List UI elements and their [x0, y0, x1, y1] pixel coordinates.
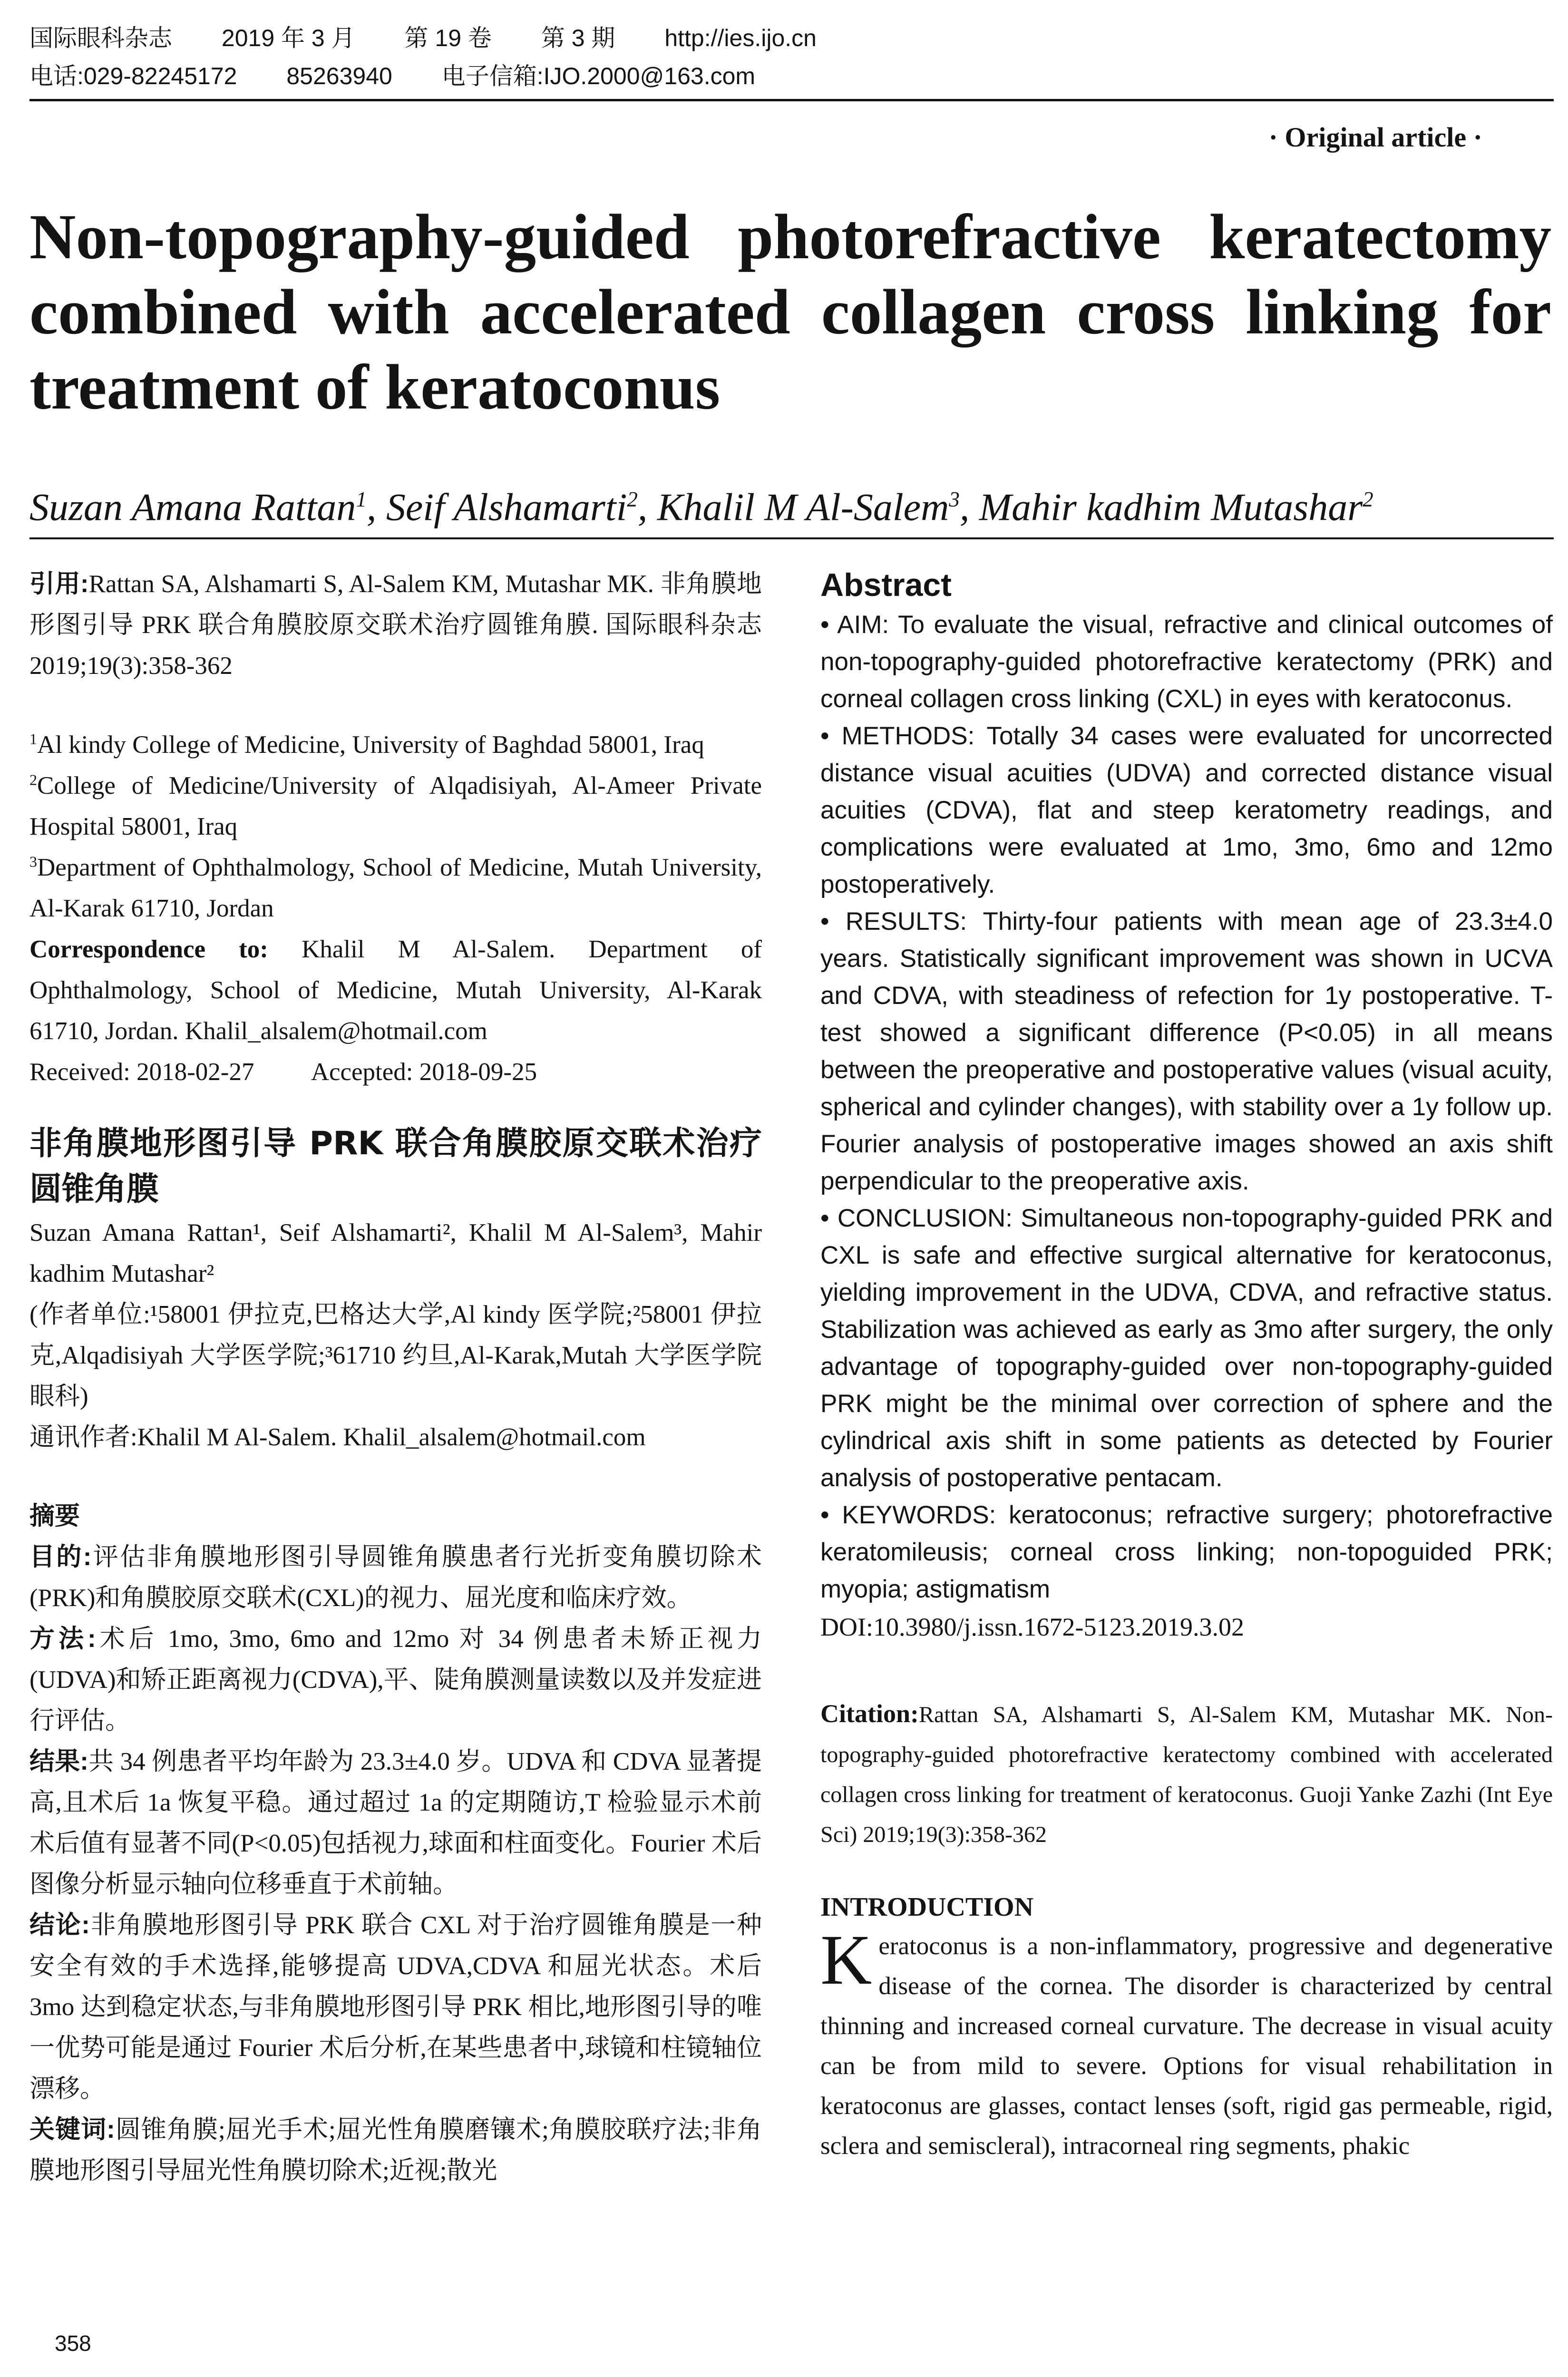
affiliation-2 [29, 765, 762, 847]
journal-url[interactable]: http://ies.ijo.cn [664, 25, 817, 51]
journal-email[interactable]: 电子信箱:IJO.2000@163.com [441, 63, 756, 89]
citation-block [820, 1694, 1553, 1855]
abstract-keywords-label: • KEYWORDS: [820, 1501, 996, 1529]
right-column [820, 564, 1553, 2166]
abstract-keywords-text: keratoconus; refractive surgery; photorefractive keratomileusis; corneal cross linking; non-topoguided PRK; myopia; astigmatism [820, 1501, 1553, 1603]
abstract-methods [820, 718, 1553, 903]
abstract-heading: Abstract [820, 567, 952, 603]
chinese-results [29, 1741, 762, 1905]
chinese-conclusion-text: 非角膜地形图引导 PRK 联合 CXL 对于治疗圆锥角膜是一种安全有效的手术选择,能够提高 UDVA,CDVA 和屈光状态。术后 3mo 达到稳定状态,与非角膜地形图引导 PRK 相比,地形图引导的唯一优势可能是通过 Fourier 术后分析,在某些患者中,球镜和柱镜轴位漂移。 [29, 1911, 762, 2103]
author-3: Khalil M Al-Salem [657, 485, 949, 529]
correspondence-label: Correspondence to: [29, 935, 268, 963]
chinese-title: 非角膜地形图引导 PRK 联合角膜胶原交联术治疗圆锥角膜 [29, 1125, 762, 1208]
doi[interactable]: DOI:10.3980/j.issn.1672-5123.2019.3.02 [820, 1613, 1244, 1641]
author-list: Suzan Amana Rattan$^1$, Seif Alshamarti$^2$, Khalil M Al-Salem$^3$, Mahir kadhim Mutashar$^2$ [29, 485, 1373, 529]
affiliation-2-num: 2 [29, 771, 37, 789]
chinese-methods-label: 方法: [29, 1625, 96, 1653]
chinese-conclusion-label: 结论: [29, 1911, 90, 1939]
author-3-affil: 3 [949, 487, 960, 511]
authors-rule [29, 537, 1554, 539]
affiliation-1-text: Al kindy College of Medicine, University of Baghdad 58001, Iraq [37, 731, 704, 759]
accepted-date: Accepted: 2018-09-25 [311, 1058, 537, 1086]
chinese-units: (作者单位:¹58001 伊拉克,巴格达大学,Al kindy 医学院;²58001 伊拉克,Alqadisiyah 大学医学院;³61710 约旦,Al-Karak,Mutah 大学医学院眼科) [29, 1301, 762, 1410]
abstract-results [820, 903, 1553, 1200]
drop-cap: K [820, 1920, 872, 1999]
section-label: · Original article · [1268, 122, 1482, 153]
citation-text: Rattan SA, Alshamarti S, Al-Salem KM, Mutashar MK. Non-topography-guided photorefractive keratectomy combined with accelerated collagen cross linking for treatment of keratoconus. Guoji Yanke Zazhi (Int Eye Sci) 2019;19(3):358-362 [820, 1702, 1553, 1847]
correspondence-text: Khalil M Al-Salem. Department of Ophthalmology, School of Medicine, Mutah University, Al-Karak 61710, Jordan. Khalil_alsalem@hotmail.com [29, 935, 762, 1045]
affiliation-1 [29, 724, 762, 765]
chinese-aim-label: 目的: [29, 1543, 92, 1571]
abstract-methods-text: Totally 34 cases were evaluated for uncorrected distance visual acuities (UDVA) and corrected distance visual acuities (CDVA), flat and steep keratometry readings, and complications were evaluated at 1mo, 3mo, 6mo and 12mo postoperatively. [820, 722, 1553, 898]
chinese-methods [29, 1618, 762, 1741]
affiliation-3-num: 3 [29, 853, 37, 870]
abstract-results-text: Thirty-four patients with mean age of 23.3±4.0 years. Statistically significant improvement was shown in UCVA and CDVA, with steadiness of refection for 1y postoperative. T-test showed a significant difference (P<0.05) in all means between the preoperative and postoperative values (visual acuity, spherical and cylinder changes), with stability over a 1y follow up. Fourier analysis of postoperative images showed an axis shift perpendicular to the preoperative axis. [820, 907, 1553, 1195]
correspondence [29, 929, 762, 1052]
title-line-3: treatment of keratoconus [29, 352, 721, 423]
chinese-aim-text: 评估非角膜地形图引导圆锥角膜患者行光折变角膜切除术(PRK)和角膜胶原交联术(CXL)的视力、屈光度和临床疗效。 [29, 1543, 762, 1612]
introduction-heading: INTRODUCTION [820, 1892, 1034, 1922]
header-rule [29, 99, 1554, 101]
citation-label: Citation: [820, 1699, 919, 1728]
cite-cn [29, 564, 762, 686]
phone: 电话:029-82245172 [29, 63, 237, 89]
received-date: Received: 2018-02-27 [29, 1058, 254, 1086]
chinese-keywords [29, 2109, 762, 2191]
chinese-conclusion [29, 1905, 762, 2109]
abstract-methods-label: • METHODS: [820, 722, 975, 750]
abstract-keywords [820, 1497, 1553, 1608]
author-4: Mahir kadhim Mutashar [979, 485, 1363, 529]
affiliation-3-text: Department of Ophthalmology, School of Medicine, Mutah University, Al-Karak 61710, Jordan [29, 854, 762, 922]
affiliation-2-text: College of Medicine/University of Alqadisiyah, Al-Ameer Private Hospital 58001, Iraq [29, 772, 762, 840]
chinese-authors: Suzan Amana Rattan¹, Seif Alshamarti², Khalil M Al-Salem³, Mahir kadhim Mutashar² [29, 1219, 762, 1287]
abstract-conclusion-text: Simultaneous non-topography-guided PRK and CXL is safe and effective surgical alternative for keratoconus, yielding improvement in the UDVA, CDVA, and refractive status. Stabilization was achieved as early as 3mo after surgery, the only advantage of topography-guided over non-topography-guided PRK might be the minimal over correction of sphere and the cylindrical axis shift in some patients as detected by Fourier analysis of postoperative pentacam. [820, 1204, 1553, 1492]
abstract-body [820, 606, 1553, 1608]
chinese-keywords-text: 圆锥角膜;屈光手术;屈光性角膜磨镶术;角膜胶联疗法;非角膜地形图引导屈光性角膜切除术;近视;散光 [29, 2116, 762, 2184]
chinese-results-label: 结果: [29, 1747, 88, 1775]
affiliation-1-num: 1 [29, 730, 37, 748]
abstract-aim-text: To evaluate the visual, refractive and clinical outcomes of non-topography-guided photorefractive keratectomy (PRK) and corneal collagen cross linking (CXL) in eyes with keratoconus. [820, 611, 1553, 713]
abstract-conclusion [820, 1200, 1553, 1497]
affiliation-3 [29, 847, 762, 929]
author-1-affil: 1 [356, 487, 367, 511]
abstract-aim-label: • AIM: [820, 611, 889, 639]
chinese-results-text: 共 34 例患者平均年龄为 23.3±4.0 岁。UDVA 和 CDVA 显著提高,且术后 1a 恢复平稳。通过超过 1a 的定期随访,T 检验显示术前术后值有显著不同(P<0.05)包括视力,球面和柱面变化。Fourier 术后图像分析显示轴向位移垂直于术前轴。 [29, 1748, 762, 1898]
cite-text: Rattan SA, Alshamarti S, Al-Salem KM, Mutashar MK. 非角膜地形图引导 PRK 联合角膜胶原交联术治疗圆锥角膜. 国际眼科杂志 2019;19(3):358-362 [29, 570, 762, 680]
phone-2: 85263940 [286, 63, 392, 89]
title-line-1: Non-topography-guided photorefractive keratectomy [29, 202, 1551, 273]
author-2: Seif Alshamarti [386, 485, 627, 529]
volume: 第 19 卷 [404, 25, 492, 51]
abstract-aim [820, 606, 1553, 718]
chinese-correspondence: 通讯作者:Khalil M Al-Salem. Khalil_alsalem@hotmail.com [29, 1423, 646, 1451]
dates [29, 1052, 762, 1092]
chinese-aim [29, 1537, 762, 1618]
article-title [29, 200, 1551, 425]
abstract-results-label: • RESULTS: [820, 907, 967, 935]
title-line-2: combined with accelerated collagen cross linking for [29, 277, 1551, 348]
introduction-body: eratoconus is a non-inflammatory, progressive and degenerative disease of the cornea. The disorder is characterized by central thinning and increased corneal curvature. The decrease in visual acuity can be from mild to severe. Options for visual rehabilitation in keratoconus are glasses, contact lenses (soft, rigid gas permeable, rigid, sclera and semiscleral), intracorneal ring segments, phakic [820, 1932, 1553, 2160]
abstract-conclusion-label: • CONCLUSION: [820, 1204, 1013, 1232]
left-column [29, 564, 762, 2191]
chinese-abstract-heading: 摘要 [29, 1502, 80, 1530]
author-4-affil: 2 [1363, 487, 1373, 511]
chinese-keywords-label: 关键词: [29, 2115, 115, 2143]
introduction-text [820, 1920, 1553, 2166]
author-2-affil: 2 [627, 487, 638, 511]
journal-header [29, 19, 1551, 95]
page-number: 358 [55, 2331, 91, 2356]
author-1: Suzan Amana Rattan [29, 485, 356, 529]
chinese-methods-text: 术后 1mo, 3mo, 6mo and 12mo 对 34 例患者未矫正视力(UDVA)和矫正距离视力(CDVA),平、陡角膜测量读数以及并发症进行评估。 [29, 1625, 762, 1734]
issue-number: 第 3 期 [541, 25, 615, 51]
cite-label: 引用: [29, 570, 89, 598]
journal-name: 国际眼科杂志 [29, 25, 172, 51]
issue-date: 2019 年 3 月 [221, 25, 355, 51]
